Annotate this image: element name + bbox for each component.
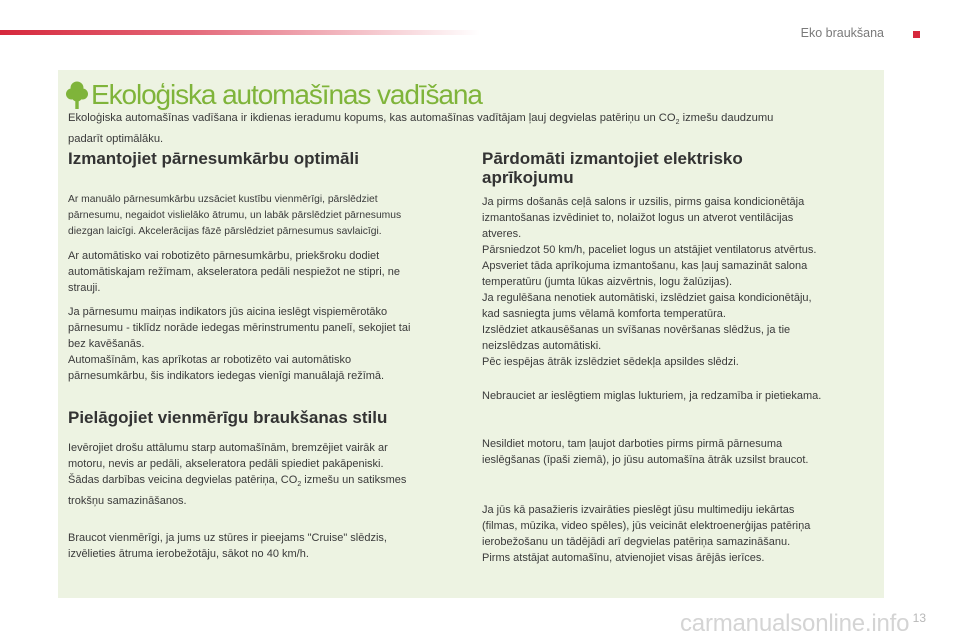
text-line: atveres. bbox=[482, 228, 522, 240]
text-line: Ja jūs kā pasažieris izvairāties pieslēgt jūsu multimediju iekārtas bbox=[482, 504, 795, 516]
text-line: automātiskajam režīmam, akseleratora pedāli nespiežot ne stipri, ne bbox=[68, 266, 400, 278]
paragraph-ventilation bbox=[482, 194, 872, 370]
title-row bbox=[66, 78, 482, 112]
text-part: izmešu un satiksmes bbox=[301, 474, 407, 486]
paragraph-manual-gearbox bbox=[68, 192, 458, 240]
paragraph-multimedia bbox=[482, 502, 872, 566]
text-line: bez kavēšanās. bbox=[68, 338, 145, 350]
text-line: Ievērojiet drošu attālumu starp automašīnām, bremzējiet vairāk ar bbox=[68, 442, 388, 454]
page-title: Ekoloģiska automašīnas vadīšana bbox=[91, 79, 482, 110]
text-line: Ja regulēšana nenotiek automātiski, izslēdziet gaisa kondicionētāju, bbox=[482, 292, 812, 304]
heading-line: aprīkojumu bbox=[482, 168, 574, 187]
intro-line2: padarīt optimālāku. bbox=[68, 133, 164, 146]
text-line: Pēc iespējas ātrāk izslēdziet sēdekļa apsildes slēdzi. bbox=[482, 356, 739, 368]
text-line: Izslēdziet atkausēšanas un svīšanas novēršanas slēdžus, ja tie bbox=[482, 324, 791, 336]
text-line: Pirms atstājat automašīnu, atvienojiet visas ārējās ierīces. bbox=[482, 552, 765, 564]
text-line: Nesildiet motoru, tam ļaujot darboties pirms pirmā pārnesuma bbox=[482, 438, 783, 450]
paragraph-automatic-gearbox bbox=[68, 248, 458, 296]
intro-part: Ekoloģiska automašīnas vadīšana ir ikdienas ieradumu kopums, kas automašīnas vadītājam ļauj degvielas patēriņu un CO bbox=[68, 112, 676, 124]
intro-part: izmešu daudzumu bbox=[679, 112, 774, 124]
text-line: ieslēgšanas (īpaši ziemā), jo jūsu automašīna ātrāk uzsilst braucot. bbox=[482, 454, 809, 466]
text-line: pārnesumu, negaidot vislielāko ātrumu, un labāk pārslēdziet pārnesumus bbox=[68, 210, 402, 221]
section-marker bbox=[913, 31, 920, 38]
section-heading-driving-style: Pielāgojiet vienmērīgu braukšanas stilu bbox=[68, 408, 388, 427]
page-number: 13 bbox=[912, 611, 926, 625]
text-line: neizslēdzas automātiski. bbox=[482, 340, 602, 352]
text-line: diezgan laicīgi. Akcelerācijas fāzē pārslēdziet pārnesumus savlaicīgi. bbox=[68, 226, 382, 237]
text-line: Ar automātisko vai robotizēto pārnesumkārbu, priekšroku dodiet bbox=[68, 250, 380, 262]
text-line: Pārsniedzot 50 km/h, paceliet logus un atstājiet ventilatorus atvērtus. bbox=[482, 244, 817, 256]
heading-line: Pārdomāti izmantojiet elektrisko bbox=[482, 149, 743, 168]
paragraph-cruise bbox=[68, 530, 458, 562]
text-line bbox=[68, 472, 458, 493]
text-line: izvēlieties ātruma ierobežotāju, sākot no 40 km/h. bbox=[68, 548, 309, 560]
text-line: temperatūru (jumta lūkas aizvērtnis, logu žalūzijas). bbox=[482, 276, 733, 288]
intro-subscript: 2 bbox=[675, 119, 680, 127]
top-accent-bar bbox=[0, 30, 480, 35]
text-line: trokšņu samazināšanos. bbox=[68, 495, 187, 508]
section-heading-gearbox: Izmantojiet pārnesumkārbu optimāli bbox=[68, 149, 359, 168]
text-line: Ja pirms došanās ceļā salons ir uzsilis, pirms gaisa kondicionētāja bbox=[482, 196, 805, 208]
text-line: Braucot vienmērīgi, ja jums uz stūres ir pieejams "Cruise" slēdzis, bbox=[68, 532, 387, 544]
text-line: pārnesumu - tiklīdz norāde iedegas mērinstrumentu panelī, sekojiet tai bbox=[68, 322, 411, 334]
tree-icon bbox=[66, 80, 88, 110]
paragraph-fog-lights bbox=[482, 388, 872, 404]
text-line: ierobežošanu un tādējādi arī degvielas patēriņa samazināšanu. bbox=[482, 536, 791, 548]
paragraph-safe-distance bbox=[68, 440, 458, 509]
text-line: motoru, nevis ar pedāli, akseleratora pedāli spiediet pakāpeniski. bbox=[68, 458, 384, 470]
section-heading-electrical bbox=[482, 149, 743, 187]
content-panel bbox=[58, 70, 884, 598]
text-line: Apsveriet tāda aprīkojuma izmantošanu, kas ļauj samazināt salona bbox=[482, 260, 808, 272]
paragraph-gear-indicator bbox=[68, 304, 458, 384]
text-line: izmantošanas izvēdiniet to, nolaižot logus un atverot ventilācijas bbox=[482, 212, 794, 224]
text-line: Automašīnām, kas aprīkotas ar robotizēto vai automātisko bbox=[68, 354, 352, 366]
intro-text bbox=[68, 110, 858, 147]
paragraph-engine-warmup bbox=[482, 436, 872, 468]
text-part: Šādas darbības veicina degvielas patēriņa, CO bbox=[68, 474, 298, 486]
text-line: Ja pārnesumu maiņas indikators jūs aicina ieslēgt vispiemērotāko bbox=[68, 306, 388, 318]
text-line: Nebrauciet ar ieslēgtiem miglas lukturiem, ja redzamība ir pietiekama. bbox=[482, 390, 822, 402]
text-line: strauji. bbox=[68, 282, 101, 294]
text-line: pārnesumkārbu, šis indikators iedegas vienīgi manuālajā režīmā. bbox=[68, 370, 385, 382]
subscript: 2 bbox=[297, 481, 302, 489]
section-header: Eko braukšana bbox=[800, 26, 884, 40]
text-line: kad sasniegta jums vēlamā komforta temperatūra. bbox=[482, 308, 726, 320]
intro-line1 bbox=[68, 112, 774, 127]
text-line: (filmas, mūzika, video spēles), jūs veicināt elektroenerģijas patēriņa bbox=[482, 520, 811, 532]
text-line: Ar manuālo pārnesumkārbu uzsāciet kustību vienmērīgi, pārslēdziet bbox=[68, 194, 378, 205]
watermark: carmanualsonline.info bbox=[680, 610, 910, 637]
